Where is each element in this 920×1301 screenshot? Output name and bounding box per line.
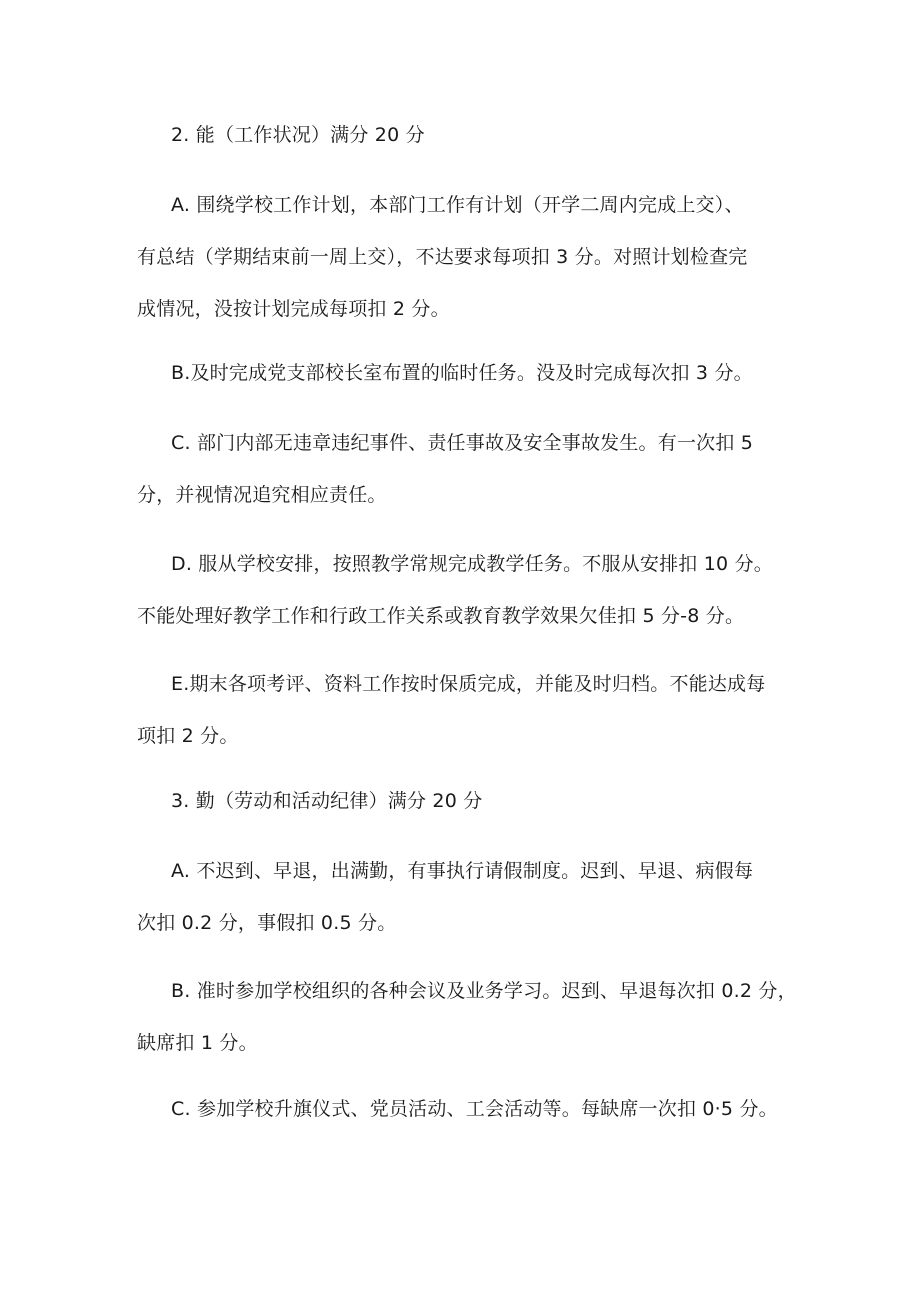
item-ability-c (137, 414, 797, 524)
section-heading-diligence (137, 772, 797, 830)
item-ability-b (137, 344, 797, 402)
item-diligence-b (137, 962, 797, 1072)
text-line: 次扣 0.2 分，事假扣 0.5 分。 (137, 912, 397, 934)
text-line: A. 围绕学校工作计划，本部门工作有计划（开学二周内完成上交）、 (171, 194, 744, 216)
text-line: 有总结（学期结束前一周上交），不达要求每项扣 3 分。对照计划检查完 (137, 246, 748, 268)
text-line: 项扣 2 分。 (137, 725, 239, 747)
text-line: 缺席扣 1 分。 (137, 1032, 258, 1054)
item-diligence-a (137, 842, 797, 952)
text-line: 成情况，没按计划完成每项扣 2 分。 (137, 298, 450, 320)
section-heading-ability (137, 106, 797, 164)
text-line: D. 服从学校安排，按照教学常规完成教学任务。不服从安排扣 10 分。 (171, 553, 773, 575)
text-line: 3. 勤（劳动和活动纪律）满分 20 分 (171, 790, 483, 812)
text-line: B. 准时参加学校组织的各种会议及业务学习。迟到、早退每次扣 0.2 分， (171, 980, 797, 1002)
item-ability-d (137, 535, 797, 645)
item-ability-e (137, 655, 797, 765)
text-line: 分，并视情况追究相应责任。 (137, 484, 387, 506)
text-line: A. 不迟到、早退，出满勤，有事执行请假制度。迟到、早退、病假每 (171, 860, 754, 882)
text-line: 2. 能（工作状况）满分 20 分 (171, 124, 425, 146)
text-line: C. 参加学校升旗仪式、党员活动、工会活动等。每缺席一次扣 0·5 分。 (171, 1098, 778, 1120)
text-line: 不能处理好教学工作和行政工作关系或教育教学效果欠佳扣 5 分-8 分。 (137, 605, 745, 627)
text-line: E.期末各项考评、资料工作按时保质完成，并能及时归档。不能达成每 (171, 673, 766, 695)
text-line: C. 部门内部无违章违纪事件、责任事故及安全事故发生。有一次扣 5 (171, 432, 754, 454)
item-diligence-c (137, 1080, 797, 1138)
item-ability-a (137, 176, 797, 338)
text-line: B.及时完成党支部校长室布置的临时任务。没及时完成每次扣 3 分。 (171, 362, 753, 384)
